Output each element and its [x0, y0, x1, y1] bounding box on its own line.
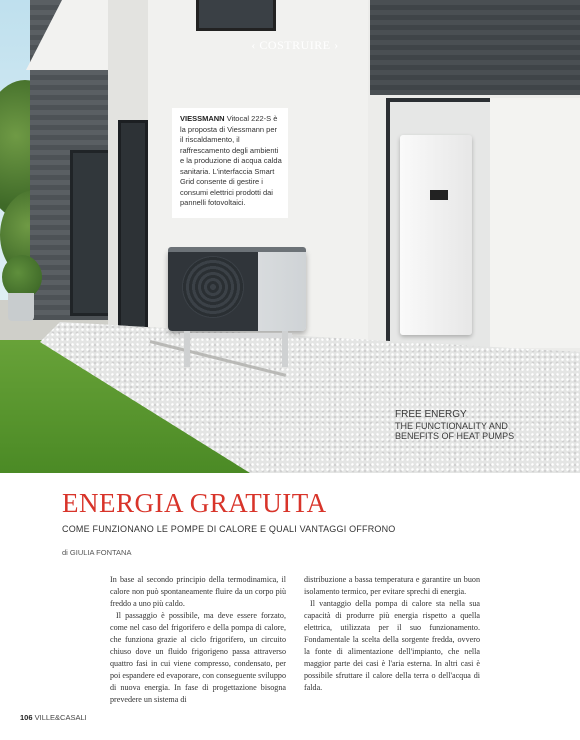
- window-main: [118, 120, 148, 336]
- caption-brand: VIESSMANN: [180, 114, 225, 123]
- article-column-1: [110, 574, 286, 706]
- heat-pump-stand: [180, 333, 292, 338]
- heat-pump-leg: [282, 331, 288, 367]
- magazine-name: VILLE&CASALI: [34, 713, 87, 722]
- page-number: 106: [20, 713, 33, 722]
- indoor-unit: [400, 135, 472, 335]
- indoor-unit-display: [430, 190, 448, 200]
- paragraph: In base al secondo principio della termodinamica, il calore non può spontaneamente fluire da un corpo più freddo a uno più caldo.: [110, 575, 286, 608]
- heat-pump-fan: [182, 256, 244, 318]
- paragraph: Il vantaggio della pompa di calore sta nella sua capacità di produrre più energia rispetto a quella elettrica, utilizzata per il suo funzionamento. Fondamentale la scelta della sorgente fredda, ovvero la fonte di alimentazione dell'impianto, che nella maggior parte dei casi è l'aria esterna. In altri casi è possibile sfruttare il calore della terra o dell'acqua di falda.: [304, 599, 480, 692]
- paragraph: distribuzione a bassa temperatura e garantire un buon isolamento termico, per evitare sprechi di energia.: [304, 575, 480, 596]
- house-cladding-right: [370, 0, 580, 95]
- window-top: [196, 0, 276, 31]
- heat-pump-leg: [184, 331, 190, 367]
- heat-pump-top: [168, 247, 306, 252]
- english-subtitle: THE FUNCTIONALITY AND BENEFITS OF HEAT PUMPS: [395, 421, 515, 441]
- page-footer: [20, 713, 87, 722]
- interior-wall: [484, 98, 580, 348]
- planter: [8, 293, 34, 321]
- english-summary: [395, 410, 545, 441]
- article-byline: di GIULIA FONTANA: [62, 548, 132, 557]
- section-kicker: ‹ COSTRUIRE ›: [251, 38, 339, 52]
- window-left: [70, 150, 112, 316]
- product-caption-box: [172, 108, 288, 218]
- article-title: ENERGIA GRATUITA: [62, 488, 327, 518]
- english-title: FREE ENERGY: [395, 409, 467, 420]
- paragraph: Il passaggio è possibile, ma deve essere forzato, come nel caso del frigorifero e della pompa di calore, che funziona grazie al ciclo frigorifero, un circuito chiuso dove un fluido frigorigeno passa attraverso quattro fasi in cui viene compresso, condensato, per poi espandere ed evaporare, con conseguente sviluppo di nuova energia. In fase di progettazione bisogna prevedere un sistema di: [110, 611, 286, 704]
- article-subtitle: COME FUNZIONANO LE POMPE DI CALORE E QUALI VANTAGGI OFFRONO: [62, 524, 396, 534]
- caption-text: Vitocal 222-S è la proposta di Viessmann per il riscaldamento, il raffrescamento degli ambienti e la produzione di acqua calda sanitaria. L'interfaccia Smart Grid consente di gestire i consumi elettrici prodotti dai pannelli fotovoltaici.: [180, 114, 282, 207]
- article-column-2: [304, 574, 480, 694]
